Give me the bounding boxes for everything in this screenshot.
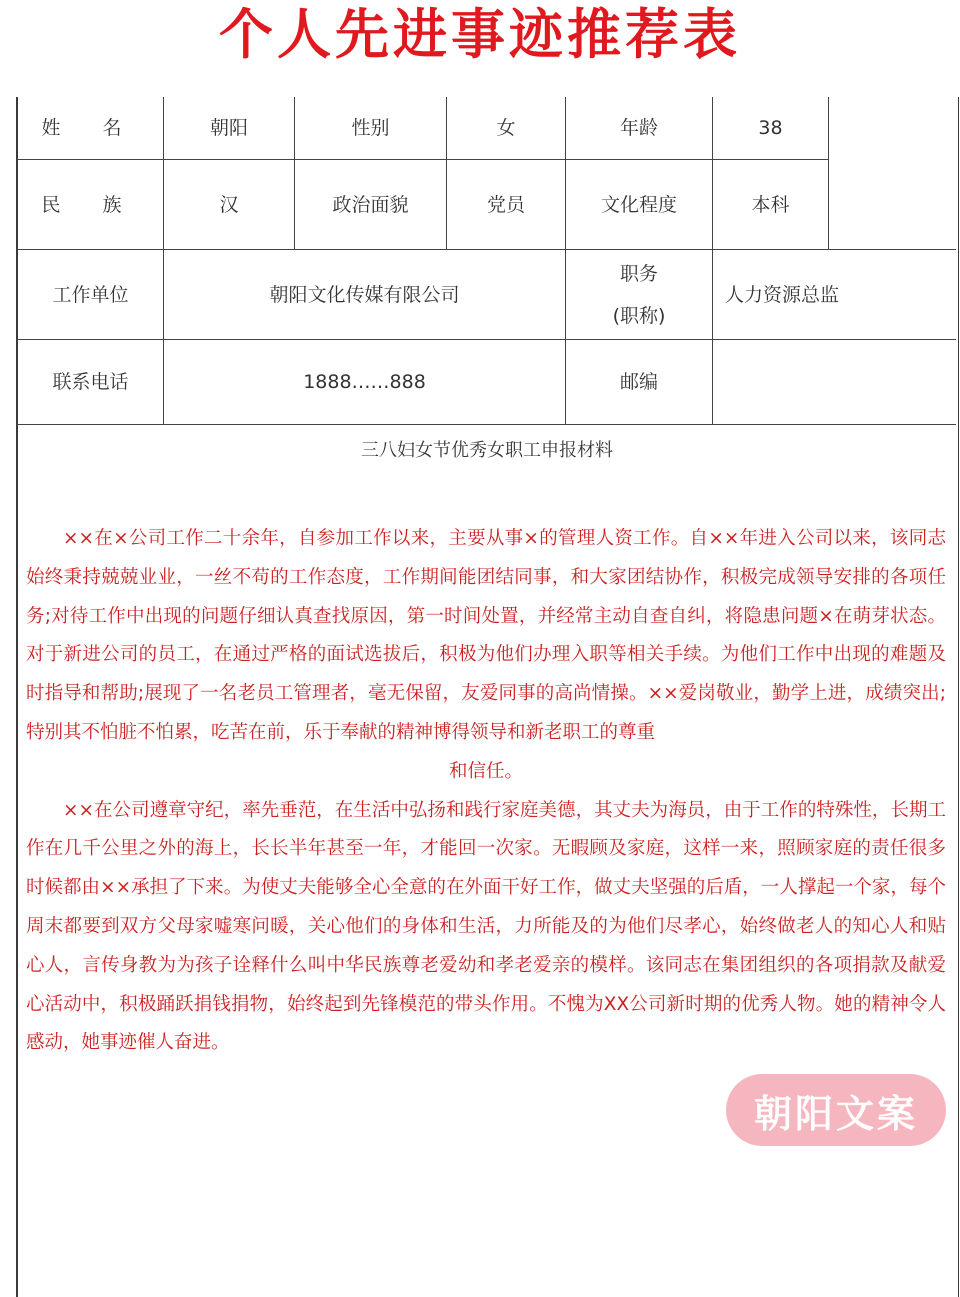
political-label: 政治面貌 [332,193,409,216]
paragraph-2: ××在公司遵章守纪，率先垂范，在生活中弘扬和践行家庭美德，其丈夫为海员，由于工作的特殊性，长期工作在几千公里之外的海上，长长半年甚至一年，才能回一次家。无暇顾及家庭，这样一来，照顾家庭的责任很多时候都由××承担了下来。为使丈夫能够全心全意的在外面干好工作，做丈夫坚强的后盾，一人撑起一个家，每个周末都要到双方父母家嘘寒问暖，关心他们的身体和生活，力所能及的为他们尽孝心，始终做老人的知心人和贴心人，言传身教为为孩子诠释什么叫中华民族尊老爱幼和孝老爱亲的模样。该同志在集团组织的各项捐款及献爱心活动中，积极踊跃捐钱捐物，始终起到先锋模范的带头作用。不愧为XX公司新时期的优秀人物。她的精神令人感动，她事迹催人奋进。 [26,799,946,1054]
name-label: 姓 名 [41,117,140,139]
position-value: 人力资源总监 [725,283,840,306]
education-label: 文化程度 [600,193,677,216]
postcode-value [713,340,956,424]
ethnicity-label: 民 族 [41,193,140,216]
paragraph-1-end: 和信任。 [448,760,523,782]
ethnicity-value: 汉 [219,193,239,216]
age-value: 38 [758,117,783,139]
position-label-line1: 职务 [619,262,658,285]
gender-value: 女 [496,117,516,139]
watermark-logo: 朝阳文案 [726,1074,946,1146]
phone-value: 1888……888 [303,371,426,393]
grid-line [828,97,829,249]
position-label [566,250,712,339]
political-value: 党员 [486,193,525,216]
name-value: 朝阳 [209,117,248,139]
employer-label: 工作单位 [52,283,129,306]
position-label-line2: (职称) [612,304,666,327]
age-label: 年龄 [619,117,658,139]
grid-line [16,424,956,425]
employer-value: 朝阳文化传媒有限公司 [269,283,460,306]
paragraph-1: ××在×公司工作二十余年，自参加工作以来，主要从事×的管理人资工作。自××年进入公司以来，该同志始终秉持兢兢业业，一丝不苟的工作态度，工作期间能团结同事，和大家团结协作，积极完成领导安排的各项任务;对待工作中出现的问题仔细认真查找原因，第一时间处置，并经常主动自查自纠，将隐患问题×在萌芽状态。对于新进公司的员工，在通过严格的面试选拔后，积极为他们办理入职等相关手续。为他们工作中出现的难题及时指导和帮助;展现了一名老员工管理者，毫无保留，友爱同事的高尚情操。××爱岗敬业，勤学上进，成绩突出;特别其不怕脏不怕累，吃苦在前，乐于奉献的精神博得领导和新老职工的尊重 [26,528,946,743]
body-text [26,520,946,1063]
section-title: 三八妇女节优秀女职工申报材料 [361,440,613,461]
page-title: 个人先进事迹推荐表 [219,3,741,66]
phone-label: 联系电话 [52,371,129,393]
gender-label: 性别 [351,117,390,139]
education-value: 本科 [751,193,790,216]
postcode-label: 邮编 [619,371,658,393]
